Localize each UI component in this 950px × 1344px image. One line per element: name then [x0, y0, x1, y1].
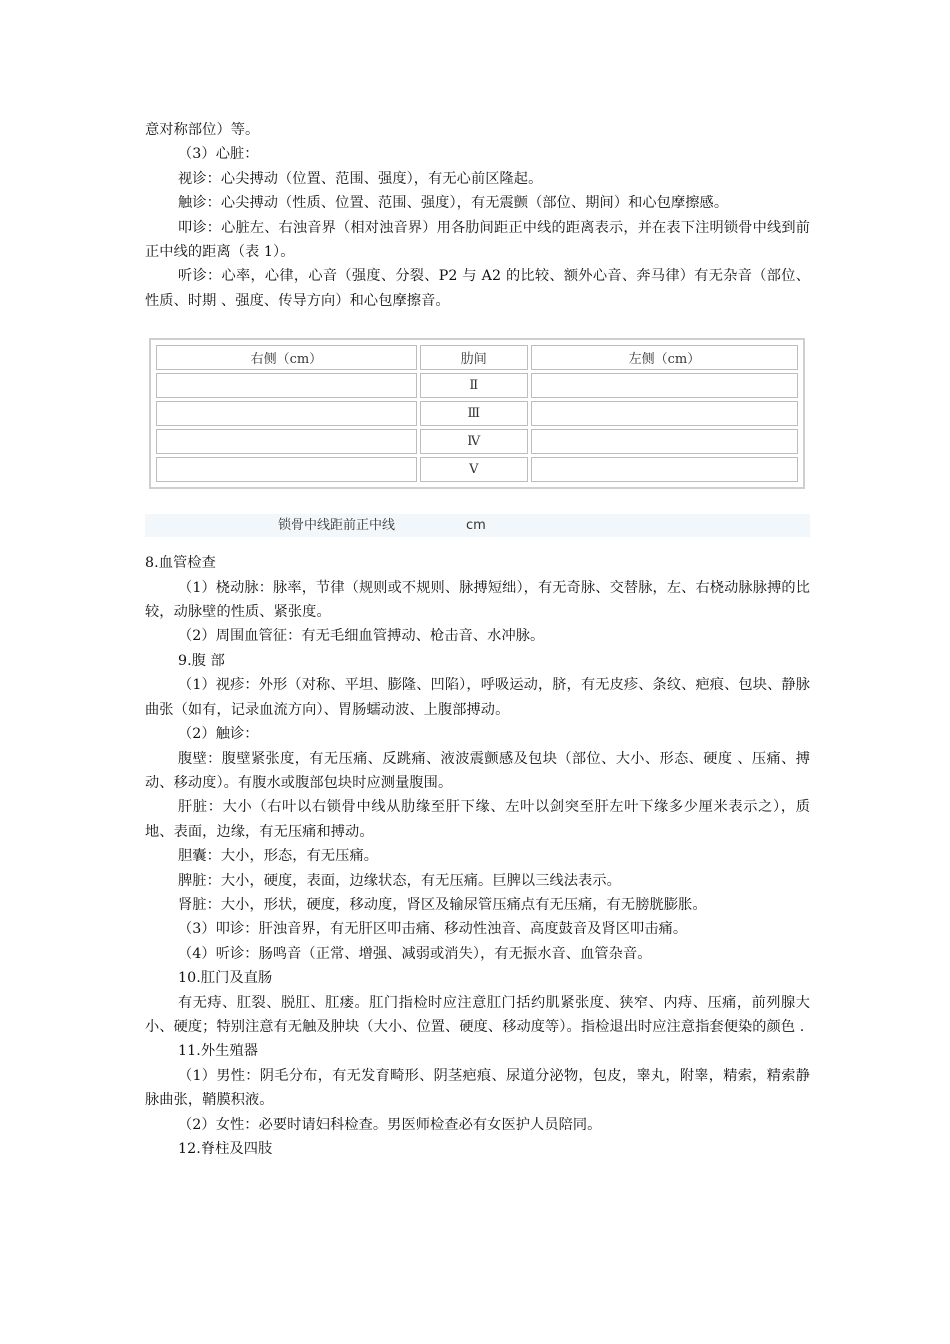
paragraph: 有无痔、肛裂、脱肛、肛瘘。肛门指检时应注意肛门括约肌紧张度、狭窄、内痔、压痛，前列腺大小、硬度；特别注意有无触及肿块（大小、位置、硬度、移动度等）。指检退出时应注意指套便染的颜色 . [145, 994, 810, 1035]
table-note [145, 514, 810, 537]
table-row [156, 457, 798, 482]
table-cell [156, 457, 417, 482]
section-heading: 9.腹 部 [178, 652, 225, 669]
paragraph: 脾脏：大小，硬度，表面，边缘状态，有无压痛。巨脾以三线法表示。 [178, 872, 621, 889]
table-row [156, 401, 798, 426]
table-cell [531, 429, 798, 454]
section-heading: 11.外生殖器 [178, 1043, 259, 1060]
paragraph: （2）触诊： [178, 726, 259, 743]
table-cell [531, 373, 798, 398]
paragraph: 触诊：心尖搏动（性质、位置、范围、强度），有无震颤（部位、期间）和心包摩擦感。 [178, 195, 729, 212]
section-heading: 8.血管检查 [145, 555, 216, 572]
table-row [156, 373, 798, 398]
table-cell: Ⅳ [420, 429, 528, 454]
paragraph: （4）听诊：肠鸣音（正常、增强、减弱或消失），有无振水音、血管杂音。 [178, 945, 652, 962]
paragraph: （1）视疹：外形（对称、平坦、膨隆、凹陷），呼吸运动，脐，有无皮疹、条纹、疤痕、包块、静脉曲张（如有，记录血流方向）、胃肠蠕动波、上腹部搏动。 [145, 677, 810, 718]
table-header: 右侧（cm） [156, 345, 417, 370]
table-cell: Ⅲ [420, 401, 528, 426]
paragraph: （3）心脏： [178, 146, 259, 163]
paragraph: （2）女性：必要时请妇科检查。男医师检查必有女医护人员陪同。 [178, 1116, 602, 1133]
table-header: 左侧（cm） [531, 345, 798, 370]
table-row [156, 429, 798, 454]
table-cell [531, 457, 798, 482]
paragraph: 叩诊：心脏左、右浊音界（相对浊音界）用各肋间距正中线的距离表示，并在表下注明锁骨中线到前正中线的距离（表 1）。 [145, 219, 810, 261]
paragraph: 胆囊：大小，形态，有无压痛。 [178, 848, 379, 865]
table-cell: Ⅴ [420, 457, 528, 482]
paragraph: 肾脏：大小，形状，硬度，移动度，肾区及输尿管压痛点有无压痛，有无膀胱膨胀。 [178, 896, 707, 913]
note-unit: cm [466, 518, 486, 534]
paragraph: 肝脏：大小（右叶以右锁骨中线从肋缘至肝下缘、左叶以剑突至肝左叶下缘多少厘米表示之），质地、表面，边缘，有无压痛和搏动。 [145, 799, 810, 840]
cardiac-dullness-table [149, 338, 805, 489]
table-header-row [156, 345, 798, 370]
paragraph: 意对称部位）等。 [145, 122, 260, 138]
paragraph: （2）周围血管征：有无毛细血管搏动、枪击音、水冲脉。 [178, 628, 545, 645]
paragraph: （1）男性：阴毛分布，有无发育畸形、阴茎疤痕、尿道分泌物，包皮，睾丸，附睾，精索，精索静脉曲张，鞘膜积液。 [145, 1067, 810, 1109]
section-heading: 10.肛门及直肠 [178, 970, 273, 987]
note-label: 锁骨中线距前正中线 [278, 518, 396, 534]
table-cell [156, 401, 417, 426]
table-cell [531, 401, 798, 426]
table-cell: Ⅱ [420, 373, 528, 398]
table-header: 肋间 [420, 345, 528, 370]
table-cell [156, 373, 417, 398]
table-cell [156, 429, 417, 454]
paragraph: 视诊：心尖搏动（位置、范围、强度），有无心前区隆起。 [178, 170, 543, 187]
paragraph: 腹壁：腹壁紧张度，有无压痛、反跳痛、液波震颤感及包块（部位、大小、形态、硬度 、压痛、搏动、移动度）。有腹水或腹部包块时应测量腹围。 [145, 750, 810, 791]
paragraph: （1）桡动脉：脉率，节律（规则或不规则、脉搏短绌），有无奇脉、交替脉，左、右桡动脉脉搏的比较，动脉壁的性质、紧张度。 [145, 579, 810, 621]
paragraph: （3）叩诊：肝浊音界，有无肝区叩击痛、移动性浊音、高度鼓音及肾区叩击痛。 [178, 921, 688, 938]
document-page [145, 118, 810, 1161]
section-heading: 12.脊柱及四肢 [178, 1141, 273, 1157]
paragraph: 听诊：心率，心律，心音（强度、分裂、P2 与 A2 的比较、额外心音、奔马律）有无杂音（部位、性质、时期 、强度、传导方向）和心包摩擦音。 [145, 268, 810, 309]
